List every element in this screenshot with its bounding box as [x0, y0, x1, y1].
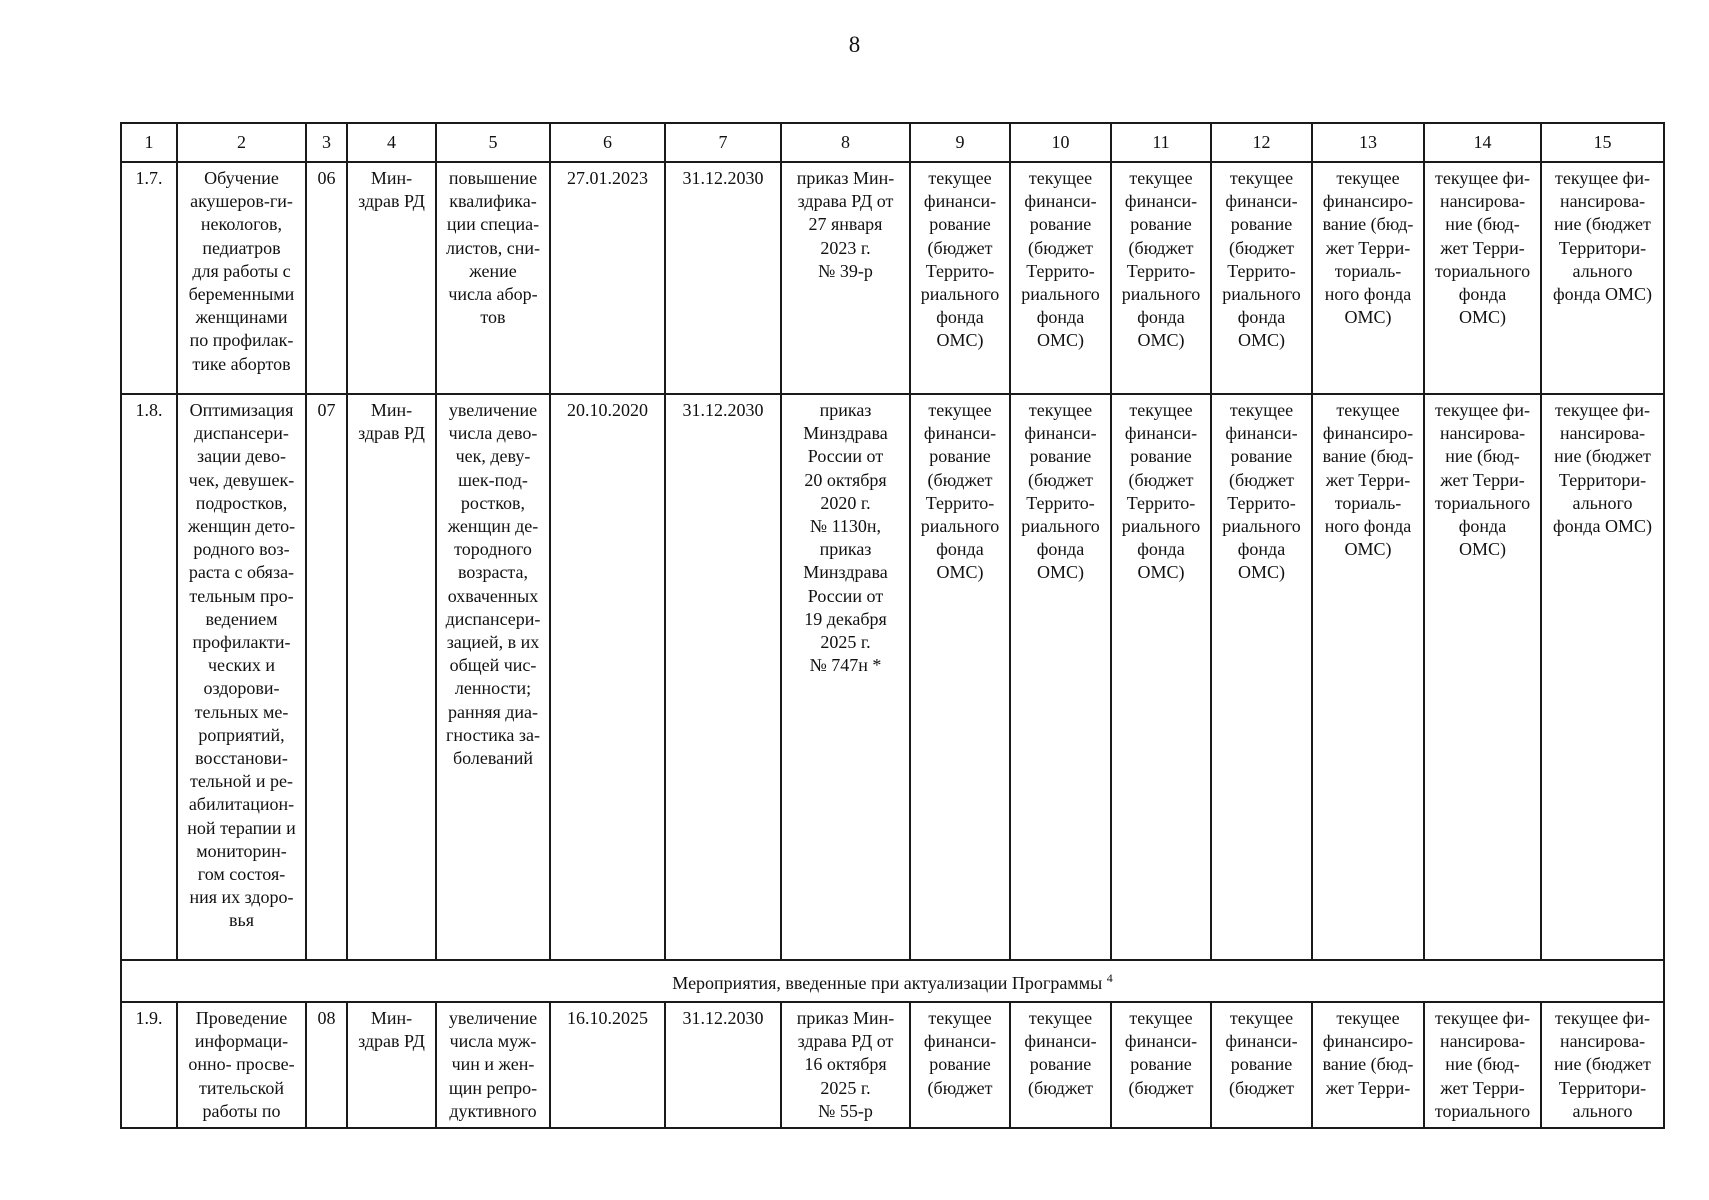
activities-table: [120, 122, 1665, 1129]
cell-legal-document: приказ Мин- здрава РД от 27 января 2023 г. № 39-р: [781, 162, 910, 394]
cell-funding: текущее финанси- рование (бюджет Террито- риального фонда ОМС): [1211, 394, 1312, 960]
cell-funding: текущее финанси- рование (бюджет Террито- риального фонда ОМС): [910, 162, 1010, 394]
cell-funding: текущее фи- нансирова- ние (бюд- жет Терри- ториального: [1424, 1002, 1541, 1128]
section-heading: [121, 960, 1664, 1002]
cell-item-number: 1.7.: [121, 162, 177, 394]
cell-legal-document: приказ Минздрава России от 20 октября 2020 г. № 1130н, приказ Минздрава России от 19 декабря 2025 г. № 747н *: [781, 394, 910, 960]
cell-end-date: 31.12.2030: [665, 394, 781, 960]
cell-code: 07: [306, 394, 347, 960]
cell-expected-result: увеличение числа дево- чек, деву- шек-под- ростков, женщин де- тородного возраста, охваченных диспансери- зацией, в их общей чис- ленности; ранняя диа- гностика за- болеваний: [436, 394, 550, 960]
footnote-marker: 4: [1106, 970, 1113, 985]
cell-funding: текущее финанси- рование (бюджет Террито- риального фонда ОМС): [1010, 394, 1111, 960]
column-number: 1: [121, 123, 177, 162]
cell-funding: текущее финанси- рование (бюджет Террито- риального фонда ОМС): [1111, 394, 1211, 960]
cell-funding: текущее финанси- рование (бюджет: [1010, 1002, 1111, 1128]
column-number: 9: [910, 123, 1010, 162]
cell-funding: текущее финанси- рование (бюджет Террито- риального фонда ОМС): [1111, 162, 1211, 394]
column-number: 4: [347, 123, 436, 162]
cell-executor: Мин- здрав РД: [347, 394, 436, 960]
cell-activity-name: Проведение информаци- онно- просве- тительской работы по: [177, 1002, 306, 1128]
cell-funding: текущее финанси- рование (бюджет: [1211, 1002, 1312, 1128]
cell-funding: текущее финансиро- вание (бюд- жет Терри-: [1312, 1002, 1424, 1128]
cell-item-number: 1.9.: [121, 1002, 177, 1128]
cell-start-date: 27.01.2023: [550, 162, 665, 394]
column-number: 7: [665, 123, 781, 162]
cell-end-date: 31.12.2030: [665, 162, 781, 394]
table-row: [121, 1002, 1664, 1128]
cell-expected-result: повышение квалифика- ции специа- листов, сни- жение числа абор- тов: [436, 162, 550, 394]
column-number: 2: [177, 123, 306, 162]
cell-funding: текущее фи- нансирова- ние (бюджет Территори- ального фонда ОМС): [1541, 162, 1664, 394]
column-number: 12: [1211, 123, 1312, 162]
column-number: 11: [1111, 123, 1211, 162]
column-number: 6: [550, 123, 665, 162]
section-heading-row: [121, 960, 1664, 1002]
cell-activity-name: Обучение акушеров-ги- некологов, педиатров для работы с беременными женщинами по профилак- тике абортов: [177, 162, 306, 394]
cell-executor: Мин- здрав РД: [347, 162, 436, 394]
cell-expected-result: увеличение числа муж- чин и жен- щин репро- дуктивного: [436, 1002, 550, 1128]
column-number: 13: [1312, 123, 1424, 162]
table-row: [121, 394, 1664, 960]
cell-activity-name: Оптимизация диспансери- зации дево- чек, девушек- подростков, женщин дето- родного воз- раста с обяза- тельным про- ведением профилакти- ческих и оздорови- тельных ме- роприятий, восстанови- тельной и ре- абилитацион- ной терапии и мониторин- гом состоя- ния их здоро- вья: [177, 394, 306, 960]
cell-funding: текущее финанси- рование (бюджет Террито- риального фонда ОМС): [1010, 162, 1111, 394]
cell-funding: текущее финансиро- вание (бюд- жет Терри- ториаль- ного фонда ОМС): [1312, 394, 1424, 960]
cell-funding: текущее финанси- рование (бюджет: [1111, 1002, 1211, 1128]
cell-funding: текущее финансиро- вание (бюд- жет Терри- ториаль- ного фонда ОМС): [1312, 162, 1424, 394]
section-heading-text: Мероприятия, введенные при актуализации Программы: [672, 972, 1103, 993]
column-number: 8: [781, 123, 910, 162]
cell-end-date: 31.12.2030: [665, 1002, 781, 1128]
cell-funding: текущее финанси- рование (бюджет Террито- риального фонда ОМС): [1211, 162, 1312, 394]
column-number: 14: [1424, 123, 1541, 162]
cell-code: 06: [306, 162, 347, 394]
column-number: 3: [306, 123, 347, 162]
cell-funding: текущее фи- нансирова- ние (бюджет Территори- ального: [1541, 1002, 1664, 1128]
cell-funding: текущее фи- нансирова- ние (бюд- жет Терри- ториального фонда ОМС): [1424, 394, 1541, 960]
cell-item-number: 1.8.: [121, 394, 177, 960]
cell-funding: текущее фи- нансирова- ние (бюджет Территори- ального фонда ОМС): [1541, 394, 1664, 960]
cell-executor: Мин- здрав РД: [347, 1002, 436, 1128]
column-number-row: [121, 123, 1664, 162]
cell-start-date: 20.10.2020: [550, 394, 665, 960]
column-number: 15: [1541, 123, 1664, 162]
page-number: 8: [848, 32, 861, 57]
cell-funding: текущее фи- нансирова- ние (бюд- жет Терри- ториального фонда ОМС): [1424, 162, 1541, 394]
column-number: 10: [1010, 123, 1111, 162]
cell-code: 08: [306, 1002, 347, 1128]
cell-legal-document: приказ Мин- здрава РД от 16 октября 2025 г. № 55-р: [781, 1002, 910, 1128]
cell-start-date: 16.10.2025: [550, 1002, 665, 1128]
column-number: 5: [436, 123, 550, 162]
table-row: [121, 162, 1664, 394]
cell-funding: текущее финанси- рование (бюджет: [910, 1002, 1010, 1128]
cell-funding: текущее финанси- рование (бюджет Террито- риального фонда ОМС): [910, 394, 1010, 960]
